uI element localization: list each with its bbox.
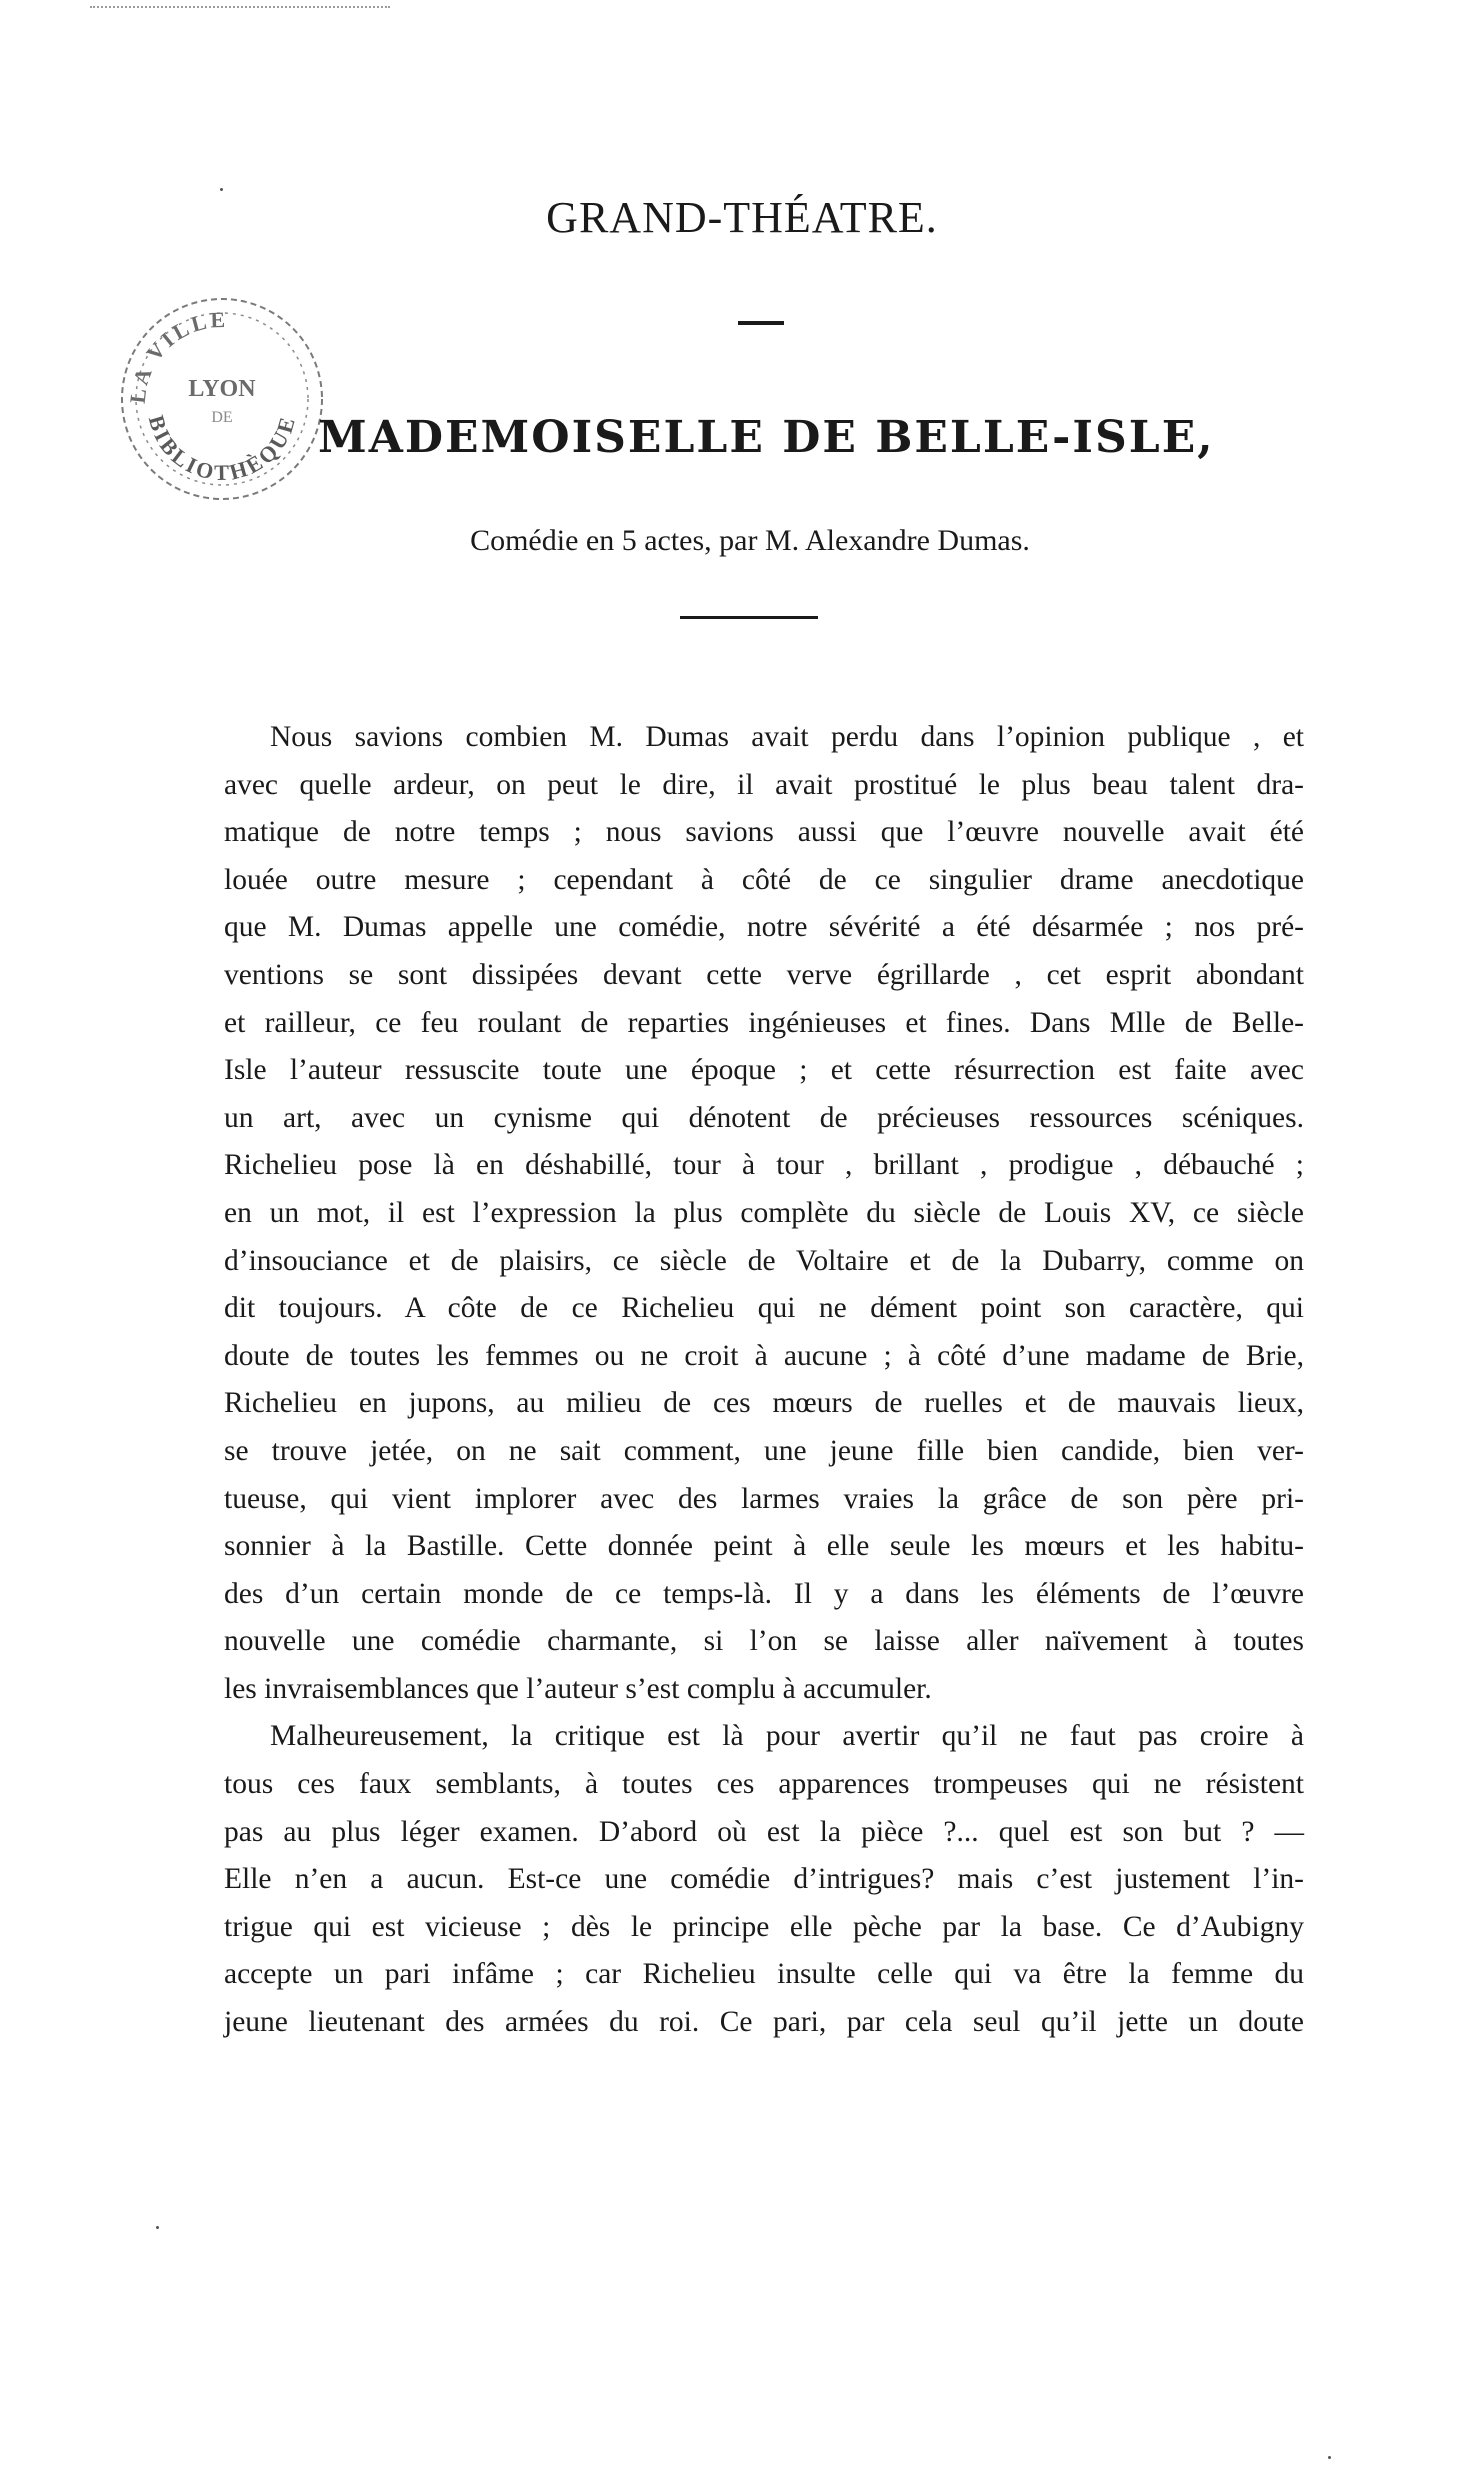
text-line: accepte un pari infâme ; car Richelieu insulte celle qui va être la femme du <box>224 1958 1304 1991</box>
text-line: Isle l’auteur ressuscite toute une époque ; et cette résurrection est faite avec <box>224 1054 1304 1087</box>
text-line: que M. Dumas appelle une comédie, notre sévérité a été désarmée ; nos pré- <box>224 911 1304 944</box>
text-line: les invraisemblances que l’auteur s’est complu à accumuler. <box>224 1672 932 1705</box>
text-line: ventions se sont dissipées devant cette verve égrillarde , cet esprit abondant <box>224 958 1304 991</box>
article-body <box>224 714 1304 2047</box>
title-dash <box>738 321 784 325</box>
text-line: Richelieu en jupons, au milieu de ces mœurs de ruelles et de mauvais lieux, <box>224 1387 1304 1420</box>
svg-text:LYON: LYON <box>188 376 256 402</box>
library-stamp <box>115 292 329 506</box>
svg-text:DE: DE <box>211 409 233 426</box>
section-rule <box>680 616 818 619</box>
text-line: tueuse, qui vient implorer avec des larmes vraies la grâce de son père pri- <box>224 1482 1304 1515</box>
text-line: matique de notre temps ; nous savions aussi que l’œuvre nouvelle avait été <box>224 816 1304 849</box>
text-line: Elle n’en a aucun. Est-ce une comédie d’intrigues? mais c’est justement l’in- <box>224 1863 1304 1896</box>
paper-speck <box>1328 2456 1331 2459</box>
text-line: un art, avec un cynisme qui dénotent de précieuses ressources scéniques. <box>224 1101 1304 1134</box>
play-title: MADEMOISELLE DE BELLE-ISLE, <box>318 412 1215 463</box>
text-line: doute de toutes les femmes ou ne croit à aucune ; à côté d’une madame de Brie, <box>224 1339 1304 1372</box>
text-line: trigue qui est vicieuse ; dès le principe elle pèche par la base. Ce d’Aubigny <box>224 1910 1304 1943</box>
svg-text:LA VILLE: LA VILLE <box>124 306 229 405</box>
text-line: avec quelle ardeur, on peut le dire, il avait prostitué le plus beau talent dra- <box>224 768 1304 801</box>
paper-speck <box>156 2226 159 2229</box>
text-line: jeune lieutenant des armées du roi. Ce pari, par cela seul qu’il jette un doute <box>224 2006 1304 2039</box>
paragraph-2 <box>224 1713 1304 2046</box>
paper-speck <box>220 188 223 191</box>
text-line: en un mot, il est l’expression la plus complète du siècle de Louis XV, ce siècle <box>224 1196 1304 1229</box>
text-line: et railleur, ce feu roulant de reparties ingénieuses et fines. Dans Mlle de Belle- <box>224 1006 1304 1039</box>
top-edge-dots <box>90 6 390 8</box>
text-line: sonnier à la Bastille. Cette donnée peint à elle seule les mœurs et les habitu- <box>224 1530 1304 1563</box>
text-line: des d’un certain monde de ce temps-là. Il y a dans les éléments de l’œuvre <box>224 1577 1304 1610</box>
text-line: Malheureusement, la critique est là pour avertir qu’il ne faut pas croire à <box>270 1720 1304 1753</box>
text-line: Richelieu pose là en déshabillé, tour à tour , brillant , prodigue , débauché ; <box>224 1149 1304 1182</box>
text-line: nouvelle une comédie charmante, si l’on se laisse aller naïvement à toutes <box>224 1625 1304 1658</box>
text-line: louée outre mesure ; cependant à côté de ce singulier drame anecdotique <box>224 863 1304 896</box>
play-subtitle: Comédie en 5 actes, par M. Alexandre Dumas. <box>470 524 1030 557</box>
text-line: Nous savions combien M. Dumas avait perdu dans l’opinion publique , et <box>270 721 1304 753</box>
text-line: d’insouciance et de plaisirs, ce siècle de Voltaire et de la Dubarry, comme on <box>224 1244 1304 1277</box>
text-line: dit toujours. A côte de ce Richelieu qui ne dément point son caractère, qui <box>224 1292 1304 1325</box>
svg-text:BIBLIOTHÈQUE: BIBLIOTHÈQUE <box>143 411 301 486</box>
page-title: GRAND-THÉATRE. <box>546 193 938 242</box>
text-line: tous ces faux semblants, à toutes ces apparences trompeuses qui ne résistent <box>224 1768 1304 1801</box>
text-line: se trouve jetée, on ne sait comment, une jeune fille bien candide, bien ver- <box>224 1434 1304 1467</box>
text-line: pas au plus léger examen. D’abord où est la pièce ?... quel est son but ? — <box>224 1815 1304 1848</box>
paragraph-1 <box>224 714 1304 1713</box>
